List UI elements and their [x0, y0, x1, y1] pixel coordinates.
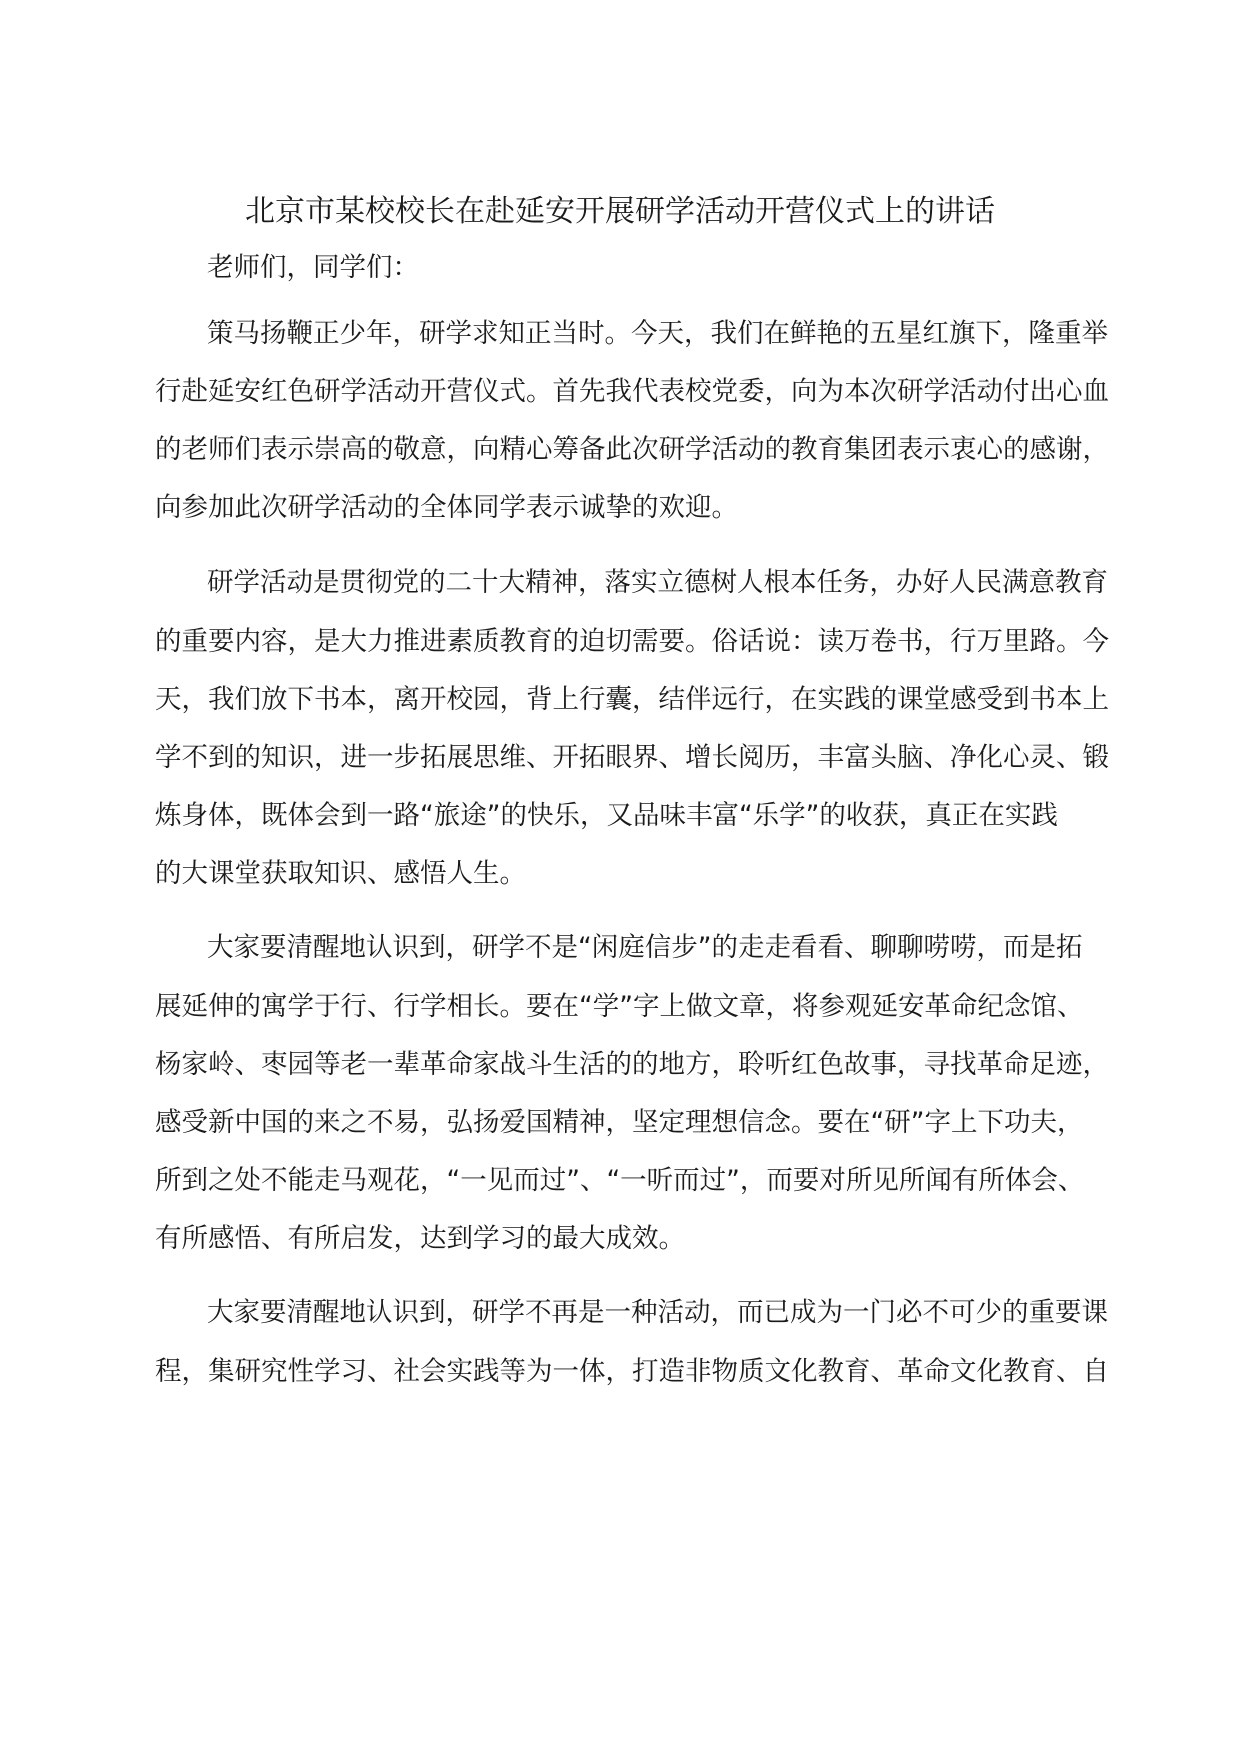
- paragraph-2-line-4: 学不到的知识，进一步拓展思维、开拓眼界、增长阅历，丰富头脑、净化心灵、锻: [155, 742, 1109, 773]
- document-title: 北京市某校校长在赴延安开展研学活动开营仪式上的讲话: [245, 194, 995, 229]
- paragraph-1-line-4: 向参加此次研学活动的全体同学表示诚挚的欢迎。: [155, 492, 738, 523]
- paragraph-2-line-2: 的重要内容，是大力推进素质教育的迫切需要。俗话说：读万卷书，行万里路。今: [155, 626, 1109, 657]
- paragraph-1-line-2: 行赴延安红色研学活动开营仪式。首先我代表校党委，向为本次研学活动付出心血: [155, 376, 1109, 407]
- paragraph-2-line-6: 的大课堂获取知识、感悟人生。: [155, 858, 526, 889]
- paragraph-3-line-3: 杨家岭、枣园等老一辈革命家战斗生活的的地方，聆听红色故事，寻找革命足迹，: [155, 1049, 1109, 1080]
- paragraph-3-line-5: 所到之处不能走马观花，“一见而过”、“一听而过”，而要对所见所闻有所体会、: [155, 1165, 1085, 1196]
- paragraph-3-line-1: 大家要清醒地认识到，研学不是“闲庭信步”的走走看看、聊聊唠唠，而是拓: [207, 932, 1083, 963]
- paragraph-4-line-2: 程，集研究性学习、社会实践等为一体，打造非物质文化教育、革命文化教育、自: [155, 1356, 1109, 1387]
- salutation: 老师们，同学们：: [207, 252, 419, 283]
- paragraph-3-line-6: 有所感悟、有所启发，达到学习的最大成效。: [155, 1223, 685, 1254]
- paragraph-1-line-1: 策马扬鞭正少年，研学求知正当时。今天，我们在鲜艳的五星红旗下，隆重举: [207, 318, 1108, 349]
- paragraph-2-line-5: 炼身体，既体会到一路“旅途”的快乐，又品味丰富“乐学”的收获，真正在实践: [155, 800, 1058, 831]
- paragraph-3-line-2: 展延伸的寓学于行、行学相长。要在“学”字上做文章，将参观延安革命纪念馆、: [155, 991, 1084, 1022]
- paragraph-2-line-1: 研学活动是贯彻党的二十大精神，落实立德树人根本任务，办好人民满意教育: [207, 567, 1108, 598]
- paragraph-3-line-4: 感受新中国的来之不易，弘扬爱国精神，坚定理想信念。要在“研”字上下功夫，: [155, 1107, 1084, 1138]
- paragraph-1-line-3: 的老师们表示崇高的敬意，向精心筹备此次研学活动的教育集团表示衷心的感谢，: [155, 434, 1109, 465]
- paragraph-4-line-1: 大家要清醒地认识到，研学不再是一种活动，而已成为一门必不可少的重要课: [207, 1297, 1108, 1328]
- paragraph-2-line-3: 天，我们放下书本，离开校园，背上行囊，结伴远行，在实践的课堂感受到书本上: [155, 684, 1109, 715]
